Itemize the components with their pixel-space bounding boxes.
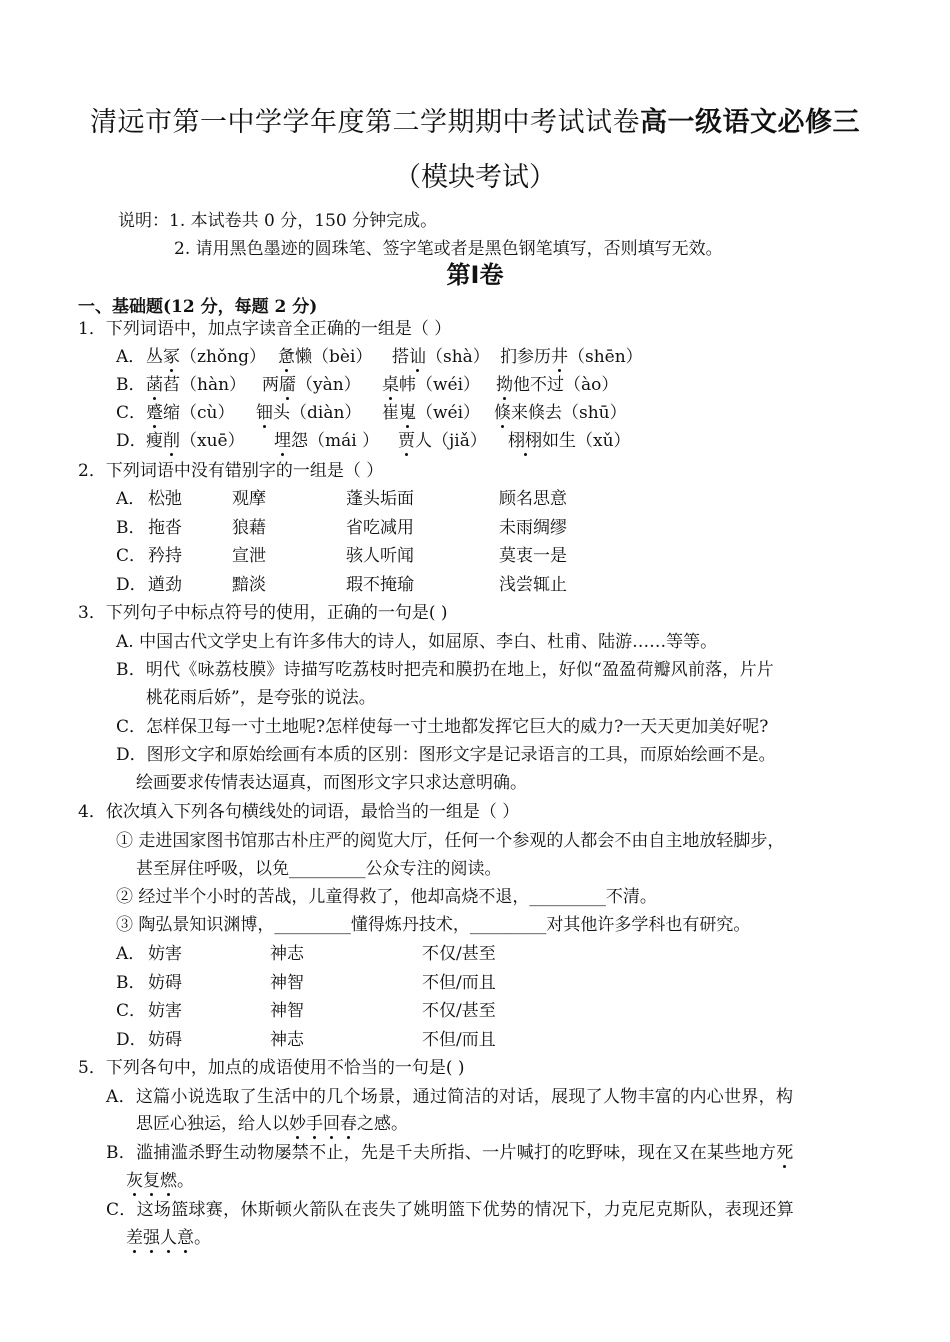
- option-cell: 神志: [270, 944, 304, 964]
- option-cell: 未雨绸缪: [499, 517, 567, 538]
- q3-option-d-line2: 绘画要求传情表达逼真，而图形文字只求达意明确。: [136, 773, 527, 793]
- q4-option-row: [116, 972, 876, 994]
- pinyin: （shēn）: [568, 347, 643, 367]
- q4-option-row: [116, 1000, 876, 1022]
- option-cell: 神智: [270, 972, 304, 993]
- q3-stem: 3．下列句子中标点符号的使用，正确的一句是( ): [78, 603, 448, 623]
- option-cell: 不但/而且: [422, 972, 496, 993]
- volume-title: 第Ⅰ卷: [446, 261, 504, 289]
- dotted-char: 惫: [278, 347, 295, 367]
- q1-option-d: [116, 430, 896, 452]
- option-cell: 蓬头垢面: [346, 489, 414, 509]
- text-part: 。: [194, 1228, 211, 1248]
- q5-option-a-line2: [136, 1113, 408, 1135]
- text-part: 思匠心独运，给人以: [136, 1114, 289, 1134]
- q5-option-b-line2: [126, 1170, 194, 1192]
- option-cell: 黯淡: [232, 574, 266, 595]
- dotted-char: 嵬: [399, 403, 416, 423]
- text-part: 之感。: [357, 1114, 408, 1134]
- dotted-char: 灰: [126, 1171, 143, 1191]
- note-line-1: 说明：1. 本试卷共 0 分，150 分钟完成。: [118, 211, 438, 231]
- option-label: D．: [116, 574, 147, 595]
- dotted-char: 冢: [163, 347, 180, 367]
- dotted-char: 意: [177, 1228, 194, 1248]
- pinyin: 萏（hàn）: [163, 375, 247, 395]
- option-label: A．: [116, 489, 146, 509]
- option-cell: 浅尝辄止: [499, 574, 567, 595]
- pinyin: 怨（mái ）: [291, 431, 380, 451]
- word-part: 瘦: [146, 431, 163, 451]
- pinyin: 来倏去（shū）: [511, 403, 627, 423]
- dotted-char: 妙: [289, 1114, 306, 1134]
- q2-option-row: [116, 488, 876, 510]
- note-line-2: 2. 请用黑色墨迹的圆珠笔、签字笔或者是黑色钢笔填写，否则填写无效。: [174, 239, 723, 259]
- q1-option-c: [116, 402, 896, 424]
- q3-option-a: A. 中国古代文学史上有许多伟大的诗人，如屈原、李白、杜甫、陆游……等等。: [116, 632, 718, 652]
- word-part: 搭: [392, 347, 409, 367]
- option-cell: 宣泄: [232, 546, 266, 566]
- option-cell: 观摩: [232, 489, 266, 509]
- dotted-char: 削: [163, 431, 180, 451]
- q5-option-c-line1: C．这场篮球赛，休斯顿火箭队在丧失了姚明篮下优势的情况下，力克尼克斯队，表现还算: [106, 1200, 795, 1220]
- option-label: D．: [116, 431, 147, 451]
- option-cell: 不但/而且: [422, 1029, 496, 1050]
- option-label: B．: [116, 375, 146, 395]
- dotted-char: 差: [126, 1228, 143, 1248]
- dotted-char: 春: [340, 1114, 357, 1134]
- q4-option-row: [116, 1029, 876, 1051]
- q3-option-d-line1: D．图形文字和原始绘画有本质的区别：图形文字是记录语言的工具，而原始绘画不是。: [116, 745, 776, 765]
- text-part: B．滥捕滥杀野生动物屡禁不止，先是千夫所指、一片喊打的吃野味，现在又在某些地方: [106, 1143, 777, 1163]
- q3-option-b-line2: 桃花雨后娇”，是夸张的说法。: [146, 688, 376, 708]
- option-cell: 狼藉: [232, 517, 266, 538]
- dotted-idiom: [126, 1228, 194, 1248]
- dotted-char: 回: [323, 1114, 340, 1134]
- dotted-idiom: [289, 1114, 357, 1134]
- option-cell: 不仅/甚至: [422, 944, 496, 964]
- q1-stem: 1．下列词语中，加点字读音全正确的一组是（ ）: [78, 319, 452, 339]
- q5-option-b-line1: [106, 1142, 794, 1164]
- option-label: A．: [116, 347, 146, 367]
- dotted-char: 倏: [494, 403, 511, 423]
- option-cell: 松弛: [148, 489, 182, 509]
- option-cell: 妨碍: [148, 1029, 182, 1050]
- exam-title: [0, 100, 950, 139]
- option-label: B．: [116, 972, 146, 993]
- option-label: C．: [116, 403, 147, 423]
- option-cell: 妨害: [148, 944, 182, 964]
- q2-stem: 2．下列词语中没有错别字的一组是（ ）: [78, 461, 384, 481]
- option-cell: 顾名思意: [499, 489, 567, 509]
- q5-stem: 5．下列各句中，加点的成语使用不恰当的一句是( ): [78, 1058, 465, 1078]
- pinyin: 人（jiǎ）: [415, 431, 487, 451]
- option-cell: 遒劲: [148, 574, 182, 595]
- pinyin: 帏（wéi）: [399, 375, 481, 395]
- dotted-char: 钿: [256, 403, 273, 423]
- dotted-char: 埋: [274, 431, 291, 451]
- text-part: 。: [177, 1171, 194, 1191]
- word-part: 丛: [146, 347, 163, 367]
- dotted-char: 拗: [496, 375, 513, 395]
- q2-option-row: [116, 517, 876, 539]
- pinyin: 缩（cù）: [163, 403, 235, 423]
- pinyin: （zhǒng）: [180, 347, 266, 367]
- pinyin: 头（diàn）: [273, 403, 362, 423]
- option-cell: 妨害: [148, 1001, 182, 1021]
- pinyin: （shà）: [426, 347, 490, 367]
- title-bold: 高一级语文必修三: [640, 107, 860, 138]
- pinyin: （wéi）: [416, 403, 481, 423]
- dotted-char: 栩栩: [508, 431, 542, 451]
- q4-stem: 4．依次填入下列各句横线处的词语，最恰当的一组是（ ）: [78, 802, 520, 822]
- q4-sentence-3: ③ 陶弘景知识渊博，_________懂得炼丹技术，_________对其他许多学科也有研究。: [116, 915, 751, 935]
- dotted-char: 燃: [160, 1171, 177, 1191]
- dotted-char: 蹙: [146, 403, 163, 423]
- option-cell: 妨碍: [148, 972, 182, 993]
- q3-option-b-line1: B．明代《咏荔枝膜》诗描写吃荔枝时把壳和膜扔在地上，好似“盈盈荷瓣风前落，片片: [116, 660, 774, 680]
- option-cell: 拖沓: [148, 517, 182, 538]
- option-label: A．: [116, 944, 146, 964]
- option-label: C．: [116, 546, 147, 566]
- dotted-char: 强: [143, 1228, 160, 1248]
- pinyin: （yàn）: [296, 375, 361, 395]
- dotted-char: 复: [143, 1171, 160, 1191]
- dotted-char: 人: [160, 1228, 177, 1248]
- word-part: 扪参历: [500, 347, 551, 367]
- q4-option-row: [116, 943, 876, 965]
- exam-subtitle: （模块考试）: [394, 162, 556, 193]
- section-title: 一、基础题(12 分，每题 2 分): [78, 297, 318, 317]
- dotted-char: 菡: [146, 375, 163, 395]
- pinyin: 他不过（ào）: [513, 375, 619, 395]
- option-cell: 神智: [270, 1001, 304, 1021]
- q3-option-c: C．怎样保卫每一寸土地呢?怎样使每一寸土地都发挥它巨大的威力?一天天更加美好呢?: [116, 717, 769, 737]
- dotted-char: 靥: [279, 375, 296, 395]
- q4-sentence-2: ② 经过半个小时的苦战，儿童得救了，他却高烧不退，_________不清。: [116, 887, 657, 907]
- q1-option-a: [116, 346, 896, 368]
- q4-sentence-1b: 甚至屏住呼吸，以免_________公众专注的阅读。: [136, 859, 502, 879]
- dotted-char: 死: [776, 1143, 794, 1163]
- option-label: C．: [116, 1001, 147, 1021]
- pinyin: （xuē）: [180, 431, 245, 451]
- pinyin: 如生（xǔ）: [542, 431, 631, 451]
- dotted-char: 贾: [398, 431, 415, 451]
- q2-option-row: [116, 545, 876, 567]
- option-cell: 骇人听闻: [346, 546, 414, 566]
- option-cell: 神志: [270, 1029, 304, 1050]
- option-label: B．: [116, 517, 146, 538]
- option-cell: 莫衷一是: [499, 546, 567, 566]
- dotted-idiom: [126, 1171, 177, 1191]
- word-part: 懒: [295, 347, 312, 367]
- dotted-char: 讪: [409, 347, 426, 367]
- dotted-char: 桌: [382, 375, 399, 395]
- q5-option-c-line2: [126, 1227, 211, 1249]
- option-label: D．: [116, 1029, 147, 1050]
- title-main: 清远市第一中学学年度第二学期期中考试试卷: [90, 107, 640, 138]
- word-part: 两: [262, 375, 279, 395]
- option-cell: 瑕不掩瑜: [346, 574, 414, 595]
- q4-sentence-1a: ① 走进国家图书馆那古朴庄严的阅览大厅，任何一个参观的人都会不由自主地放轻脚步，: [116, 831, 785, 851]
- option-cell: 不仅/甚至: [422, 1001, 496, 1021]
- dotted-char: 手: [306, 1114, 323, 1134]
- option-cell: 省吃减用: [346, 517, 414, 538]
- option-cell: 矜持: [148, 546, 182, 566]
- q5-option-a-line1: A．这篇小说选取了生活中的几个场景，通过简洁的对话，展现了人物丰富的内心世界，构: [106, 1087, 794, 1107]
- q2-option-row: [116, 574, 876, 596]
- pinyin: （bèi）: [312, 347, 373, 367]
- word-part: 崔: [382, 403, 399, 423]
- dotted-char: 井: [551, 347, 568, 367]
- q1-option-b: [116, 374, 896, 396]
